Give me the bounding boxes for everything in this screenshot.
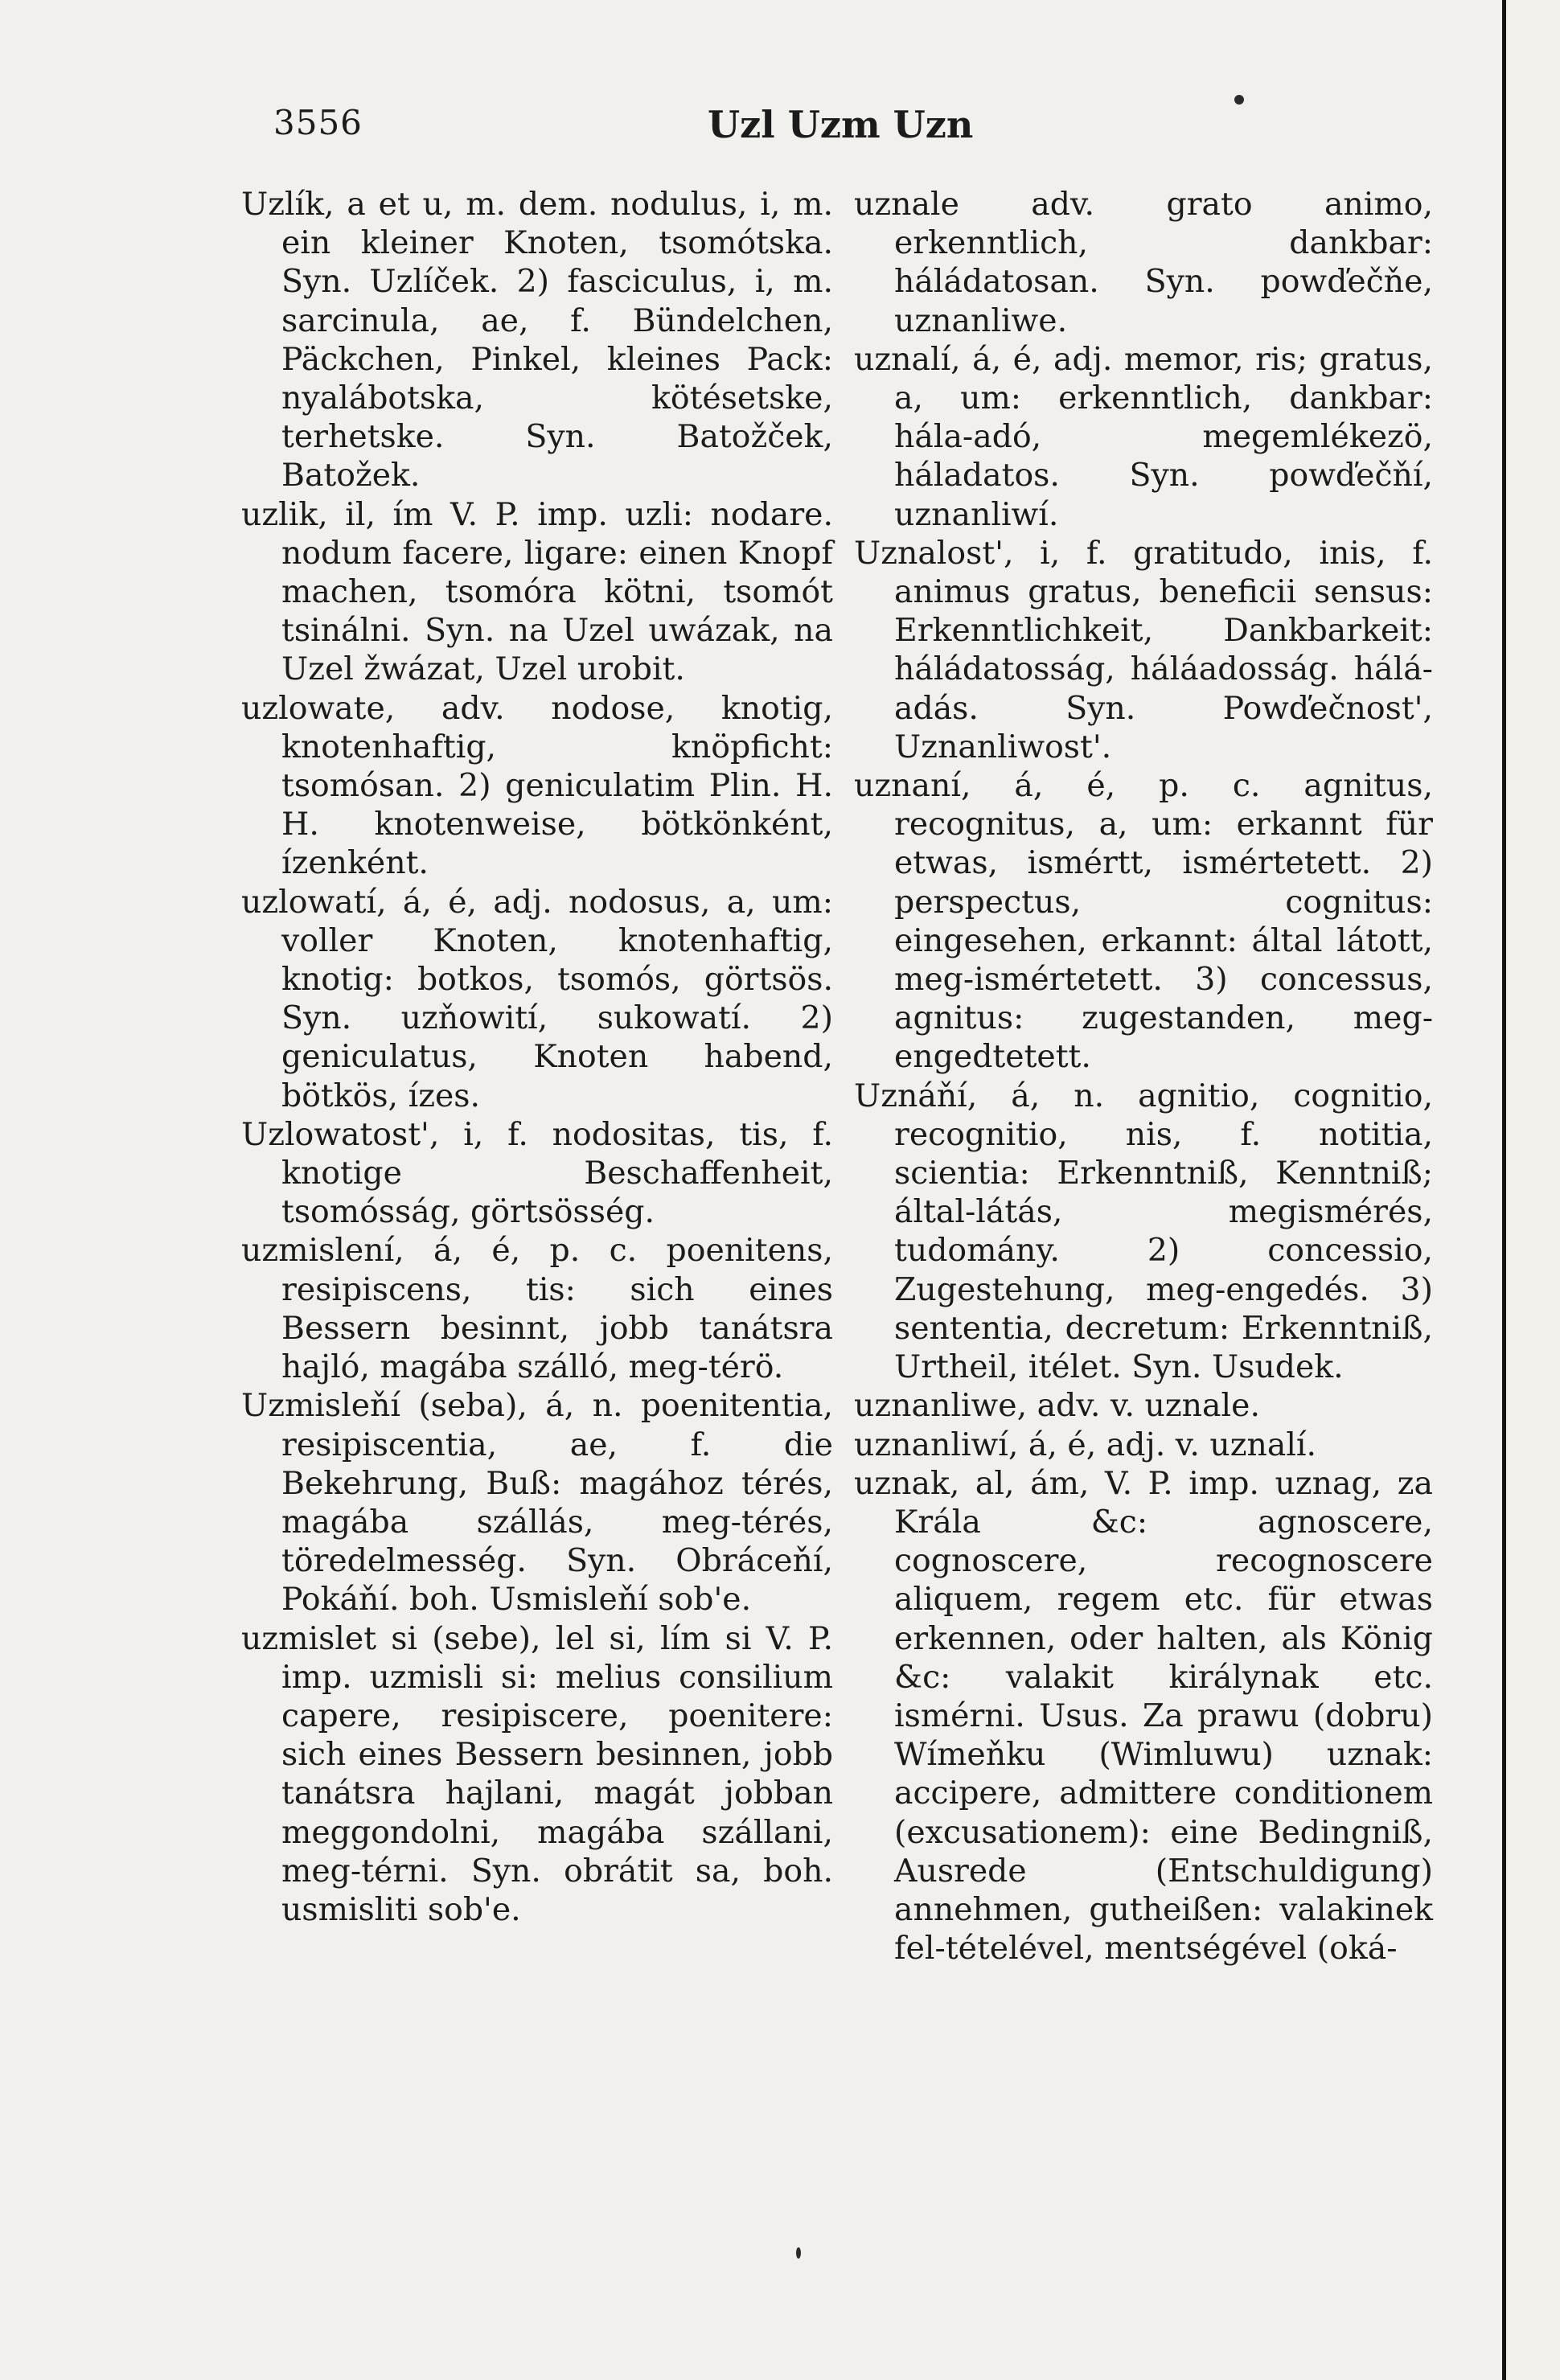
entry-uznak: uznak, al, ám, V. P. imp. uznag, za Krála &c: agnoscere, cognoscere, recognoscere aliquem, regem etc. für etwas erkennen, oder halten, als König &c: valakit királynak etc. ismérni. Usus. Za prawu (dobru) Wímeňku (Wimluwu) uznak: accipere, admittere conditionem (excusationem): eine Bedingniß, Ausrede (Entschuldigung) annehmen, gutheißen: valakinek fel-tételével, mentségével (oká- <box>854 1464 1433 1968</box>
entry-uznanliwe: uznanliwe, adv. v. uznale. <box>854 1387 1260 1425</box>
entry-uzlik-noun: Uzlík, a et u, m. dem. nodulus, i, m. ein kleiner Knoten, tsomótska. Syn. Uzlíček. 2) fasciculus, i, m. sarcinula, ae, f. Bündelchen, Päckchen, Pinkel, kleines Pack: nyalábotska, kötésetske, terhetske. Syn. Batožček, Batožek. <box>241 186 833 494</box>
entry-uznani-noun: Uznáňí, á, n. agnitio, cognitio, recognitio, nis, f. notitia, scientia: Erkenntniß, Kenntniß; által-látás, megismérés, tudomány. 2) concessio, Zugestehung, meg-engedés. 3) sententia, decretum: Erkenntniß, Urtheil, itélet. Syn. Usudek. <box>854 1077 1433 1386</box>
left-column <box>241 185 833 1929</box>
entry-uzlowati: uzlowatí, á, é, adj. nodosus, a, um: voller Knoten, knotenhaftig, knotig: botkos, tsomós, görtsös. Syn. uzňowití, sukowatí. 2) geniculatus, Knoten habend, bötkös, ízes. <box>241 883 833 1114</box>
right-column <box>854 185 1433 1968</box>
page-header <box>0 103 1502 159</box>
entry-uznali: uznalí, á, é, adj. memor, ris; gratus, a, um: erkenntlich, dankbar: hála-adó, megemlékezö, háladatos. Syn. powďečňí, uznanliwí. <box>854 340 1433 533</box>
entry-uzmisleni-noun: Uzmisleňí (seba), á, n. poenitentia, resipiscentia, ae, f. die Bekehrung, Buß: magához térés, magába szállás, meg-térés, töredelmesség. Syn. Obráceňí, Pokáňí. boh. Usmisleňí sob'e. <box>241 1387 833 1619</box>
scan-edge <box>1502 0 1560 2380</box>
entry-uzlik-verb: uzlik, il, ím V. P. imp. uzli: nodare. nodum facere, ligare: einen Knopf machen, tsomóra kötni, tsomót tsinálni. Syn. na Uzel uwázak, na Uzel žwázat, Uzel urobit. <box>241 495 833 688</box>
ink-spot <box>1234 95 1244 105</box>
entry-uzmisleni: uzmislení, á, é, p. c. poenitens, resipiscens, tis: sich eines Bessern besinnt, jobb tanátsra hajló, magába szálló, meg-térö. <box>241 1232 833 1386</box>
entry-uzlowatost: Uzlowatost', i, f. nodositas, tis, f. knotige Beschaffenheit, tsomósság, görtsösség. <box>241 1115 833 1231</box>
entry-uzmislet: uzmislet si (sebe), lel si, lím si V. P. imp. uzmisli si: melius consilium capere, resipiscere, poenitere: sich eines Bessern besinnen, jobb tanátsra hajlani, magát jobban meggondolni, magába szállani, meg-térni. Syn. obrátit sa, boh. usmisliti sob'e. <box>241 1619 833 1928</box>
running-head: Uzl Uzm Uzn <box>708 103 974 146</box>
entry-uzlowate: uzlowate, adv. nodose, knotig, knotenhaftig, knöpficht: tsomósan. 2) geniculatim Plin. H. H. knotenweise, bötkönként, ízenként. <box>241 689 833 882</box>
entry-uznale: uznale adv. grato animo, erkenntlich, dankbar: háládatosan. Syn. powďečňe, uznanliwe. <box>854 186 1433 339</box>
entry-uznanliwi: uznanliwí, á, é, adj. v. uznalí. <box>854 1426 1317 1463</box>
entry-uznalost: Uznalost', i, f. gratitudo, inis, f. animus gratus, beneficii sensus: Erkenntlichkeit, Dankbarkeit: háládatosság, háláadosság. hálá-adás. Syn. Powďečnost', Uznanliwost'. <box>854 534 1433 765</box>
ink-spot <box>796 2247 801 2259</box>
page-number: 3556 <box>273 103 363 142</box>
entry-uznani: uznaní, á, é, p. c. agnitus, recognitus, a, um: erkannt für etwas, ismértt, ismértetett. 2) perspectus, cognitus: eingesehen, erkannt: által látott, meg-ismértetett. 3) concessus, agnitus: zugestanden, meg-engedtetett. <box>854 767 1433 1076</box>
